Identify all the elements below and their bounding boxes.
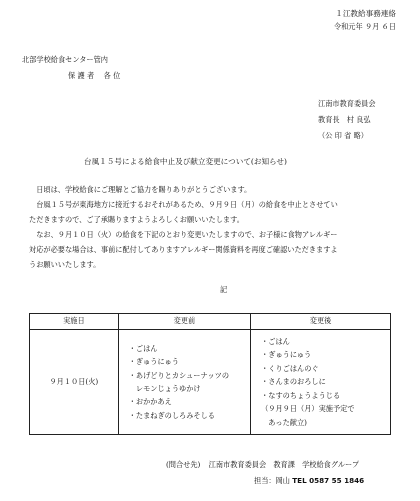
body-paragraph-2-line-1: 台風１５号が東海地方に接近するおそれがあるため、９月９日（月）の給食を中止とさせてい (29, 200, 338, 209)
header-after: 変更後 (251, 314, 391, 330)
body-paragraph-3-line-1: なお、９月１０日（火）の給食を下記のとおり変更いたしますので、お子様に食物アレルギー (29, 230, 338, 239)
before-menu-list (119, 342, 250, 422)
cell-date: ９月１０日(火) (30, 330, 119, 435)
table-header-row (30, 314, 391, 330)
list-item: ・くりごはんのぐ (261, 363, 319, 373)
contact-org: 江南市教育委員会 教育課 学校給食グループ (208, 460, 360, 469)
contact-info (166, 461, 359, 470)
tel-number: TEL 0587 55 1846 (292, 476, 365, 485)
body-paragraph-2-line-2: ただきますので、ご了承賜りますようよろしくお願いいたします。 (29, 215, 244, 224)
list-item: （９月９日（月）実施予定で (261, 404, 355, 414)
after-menu-list (251, 335, 390, 429)
list-item: ・ごはん (128, 343, 158, 353)
header-before: 変更前 (118, 314, 250, 330)
sender-seal: （公 印 省 略） (318, 131, 368, 140)
list-item: ・ぎゅうにゅう (261, 350, 312, 360)
addressee-org: 北部学校給食センター管内 (22, 55, 108, 64)
addressee-recipients: 保 護 者 各 位 (68, 71, 121, 80)
cell-after (251, 330, 391, 435)
cell-before (118, 330, 250, 435)
sender-org: 江南市教育委員会 (318, 99, 376, 108)
sender-title: 教育長 村 良弘 (318, 115, 371, 124)
contact-label: (問合せ先) (166, 460, 201, 469)
list-item: レモンじょうゆかけ (128, 384, 201, 393)
list-item: ・たまねぎのしろみそしる (128, 410, 215, 420)
body-paragraph-3-line-2: 対応が必要な場合は、事前に配付してありますアレルギー関係資料を再度ご確認いただきますよ (29, 245, 338, 254)
menu-change-table (29, 313, 391, 435)
person-label: 担当：岡山 (254, 476, 290, 485)
doc-number: １江教給事務連絡 (335, 9, 396, 18)
header-date: 実施日 (30, 314, 119, 330)
list-item: ・ごはん (261, 337, 290, 347)
body-paragraph-1: 日頃は、学校給食にご理解とご協力を賜りありがとうございます。 (29, 185, 252, 194)
list-item: ・なすのちょうようじる (261, 390, 341, 400)
body-paragraph-3-line-3: うお願いいたします。 (29, 260, 101, 269)
table-row (30, 330, 391, 435)
list-item: ・あげどりとカシューナッツの (128, 370, 230, 380)
list-item: ・ぎゅうにゅう (128, 357, 179, 367)
notice-title: 台風１５号による給食中止及び献立変更について(お知らせ) (84, 157, 287, 166)
ki-heading: 記 (220, 285, 228, 294)
list-item: ・おかかあえ (128, 397, 172, 407)
list-item: あった献立) (261, 417, 307, 427)
contact-person (254, 477, 364, 486)
doc-date: 令和元年 ９月 ６日 (333, 22, 396, 31)
list-item: ・さんまのおろしに (261, 377, 326, 387)
